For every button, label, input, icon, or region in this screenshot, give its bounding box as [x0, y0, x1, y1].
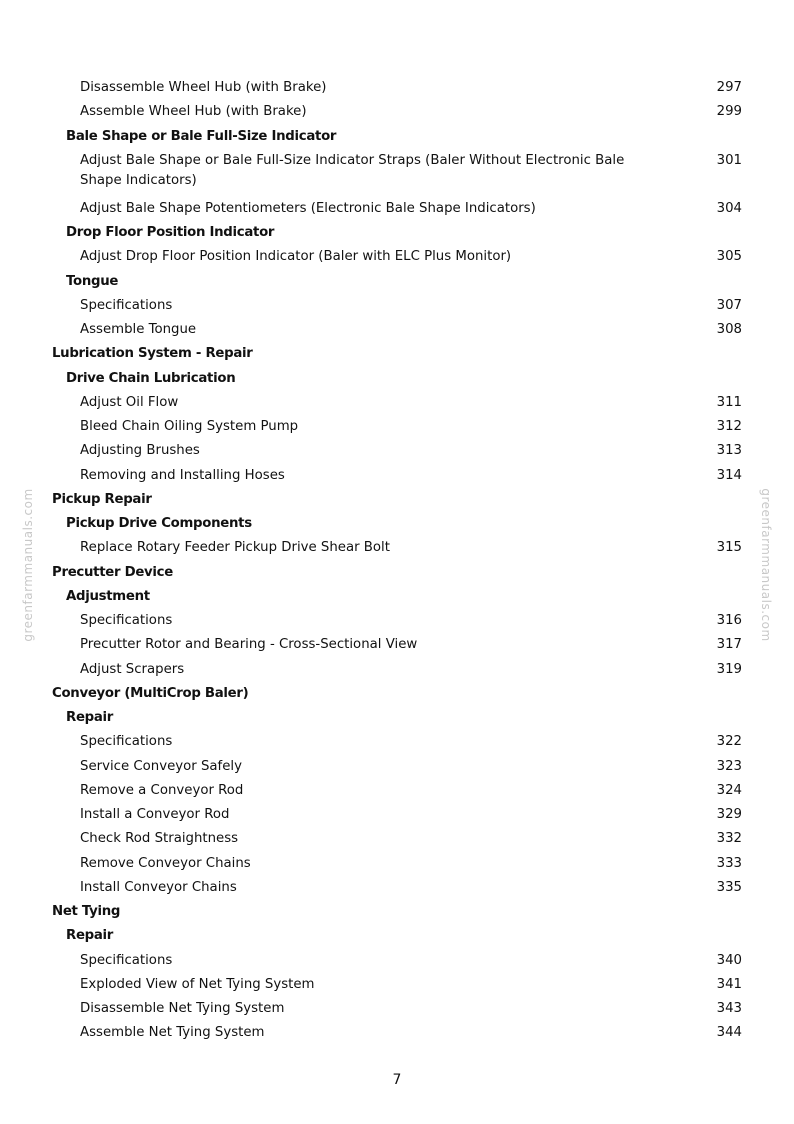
toc-entry-title: Disassemble Wheel Hub (with Brake)	[80, 80, 327, 95]
toc-entry-page: 299	[716, 104, 742, 120]
toc-entry[interactable]	[0, 803, 794, 827]
toc-entry[interactable]	[0, 245, 794, 269]
toc-entry[interactable]	[0, 76, 794, 100]
toc-entry[interactable]	[0, 536, 794, 560]
toc-entry-page: 340	[716, 952, 742, 968]
toc-entry-title: Disassemble Net Tying System	[80, 1001, 285, 1016]
toc-entry-page: 323	[716, 758, 742, 774]
toc-heading-title: Repair	[66, 928, 114, 944]
toc-entry[interactable]	[0, 294, 794, 318]
toc-section-heading[interactable]	[0, 682, 794, 706]
watermark-left: greenfarmmanuals.com	[21, 488, 35, 642]
toc-entry-page: 332	[716, 831, 742, 847]
toc-heading-title: Precutter Device	[52, 564, 173, 580]
toc-heading-title: Bale Shape or Bale Full-Size Indicator	[66, 128, 337, 144]
toc-entry-page: 304	[716, 200, 742, 216]
toc-subsection-heading[interactable]	[0, 924, 794, 948]
toc-entry-title: Specifications	[80, 613, 173, 628]
toc-entry[interactable]	[0, 779, 794, 803]
toc-entry[interactable]	[0, 415, 794, 439]
toc-entry[interactable]	[0, 973, 794, 997]
toc-entry-page: 314	[716, 467, 742, 483]
toc-entry-page: 317	[716, 637, 742, 653]
toc-heading-title: Repair	[66, 710, 114, 725]
toc-entry[interactable]	[0, 852, 794, 876]
toc-entry-page: 341	[716, 976, 742, 992]
toc-entry[interactable]	[0, 464, 794, 488]
toc-entry-title: Adjust Bale Shape Potentiometers (Electronic Bale Shape Indicators)	[80, 200, 536, 216]
toc-entry-title: Install Conveyor Chains	[80, 879, 237, 895]
toc-entry-title: Remove Conveyor Chains	[80, 855, 251, 871]
toc-entry-title: Specifications	[80, 952, 173, 968]
toc-entry-title: Precutter Rotor and Bearing - Cross-Sectional View	[80, 637, 418, 653]
toc-entry-title: Install a Conveyor Rod	[80, 807, 230, 822]
toc-entry-title: Assemble Net Tying System	[80, 1025, 265, 1041]
toc-entry-title: Adjust Oil Flow	[80, 394, 179, 410]
toc-entry-title: Adjust Bale Shape or Bale Full-Size Indicator Straps (Baler Without Electronic Bale Shape Indicators)	[80, 152, 625, 188]
toc-entry-page: 343	[716, 1001, 742, 1016]
toc-entry-page: 316	[716, 613, 742, 628]
toc-entry-title: Replace Rotary Feeder Pickup Drive Shear Bolt	[80, 540, 390, 556]
toc-subsection-heading[interactable]	[0, 270, 794, 294]
toc-entry[interactable]	[0, 827, 794, 851]
toc-entry-page: 319	[716, 661, 742, 677]
toc-entry-page: 322	[716, 734, 742, 750]
toc-entry[interactable]	[0, 318, 794, 342]
toc-subsection-heading[interactable]	[0, 367, 794, 391]
toc-entry-page: 329	[716, 807, 742, 822]
toc-entry-page: 311	[716, 394, 742, 410]
toc-subsection-heading[interactable]	[0, 512, 794, 536]
toc-entry[interactable]	[0, 197, 794, 221]
table-of-contents	[0, 76, 794, 1046]
toc-subsection-heading[interactable]	[0, 221, 794, 245]
toc-entry-page: 312	[716, 419, 742, 434]
toc-entry-page: 315	[716, 540, 742, 556]
toc-entry-title: Service Conveyor Safely	[80, 758, 242, 774]
toc-entry-title: Remove a Conveyor Rod	[80, 782, 244, 798]
toc-entry[interactable]	[0, 997, 794, 1021]
toc-entry-title: Adjust Drop Floor Position Indicator (Baler with ELC Plus Monitor)	[80, 249, 512, 265]
toc-entry-page: 344	[716, 1025, 742, 1041]
toc-entry-page: 305	[716, 249, 742, 265]
toc-entry[interactable]	[0, 658, 794, 682]
toc-entry-page: 335	[716, 879, 742, 895]
toc-subsection-heading[interactable]	[0, 585, 794, 609]
toc-entry-page: 301	[716, 152, 742, 168]
toc-entry-title: Adjust Scrapers	[80, 661, 185, 677]
toc-entry-title: Specifications	[80, 297, 173, 313]
toc-entry-title: Adjusting Brushes	[80, 443, 200, 459]
toc-heading-title: Pickup Drive Components	[66, 516, 252, 531]
toc-entry-page: 308	[716, 322, 742, 337]
toc-heading-title: Adjustment	[66, 588, 150, 604]
toc-heading-title: Lubrication System - Repair	[52, 346, 253, 362]
toc-entry-title: Removing and Installing Hoses	[80, 467, 285, 483]
toc-entry[interactable]	[0, 609, 794, 633]
toc-section-heading[interactable]	[0, 488, 794, 512]
toc-entry[interactable]	[0, 633, 794, 657]
toc-entry[interactable]	[0, 876, 794, 900]
toc-heading-title: Conveyor (MultiCrop Baler)	[52, 685, 249, 701]
watermark-right: greenfarmmanuals.com	[759, 488, 773, 642]
toc-entry[interactable]	[0, 100, 794, 124]
toc-entry-page: 313	[716, 443, 742, 459]
toc-entry[interactable]	[0, 391, 794, 415]
toc-entry[interactable]	[0, 149, 794, 197]
toc-entry[interactable]	[0, 730, 794, 754]
toc-heading-title: Tongue	[66, 273, 119, 289]
toc-entry-title: Bleed Chain Oiling System Pump	[80, 419, 299, 434]
toc-heading-title: Drive Chain Lubrication	[66, 370, 236, 386]
toc-section-heading[interactable]	[0, 561, 794, 585]
toc-section-heading[interactable]	[0, 900, 794, 924]
toc-entry-page: 307	[716, 297, 742, 313]
toc-heading-title: Drop Floor Position Indicator	[66, 225, 275, 240]
toc-entry-title: Exploded View of Net Tying System	[80, 976, 315, 992]
toc-subsection-heading[interactable]	[0, 125, 794, 149]
toc-entry-title: Specifications	[80, 734, 173, 750]
toc-heading-title: Net Tying	[52, 904, 121, 919]
toc-section-heading[interactable]	[0, 342, 794, 366]
toc-entry[interactable]	[0, 439, 794, 463]
toc-entry-page: 333	[716, 855, 742, 871]
toc-heading-title: Pickup Repair	[52, 491, 152, 507]
toc-entry-page: 324	[716, 782, 742, 798]
toc-entry[interactable]	[0, 949, 794, 973]
toc-subsection-heading[interactable]	[0, 706, 794, 730]
toc-entry[interactable]	[0, 1021, 794, 1045]
toc-entry[interactable]	[0, 755, 794, 779]
toc-entry-title: Check Rod Straightness	[80, 831, 239, 847]
page-number: 7	[392, 1072, 402, 1088]
toc-entry-title: Assemble Tongue	[80, 322, 197, 337]
toc-entry-title: Assemble Wheel Hub (with Brake)	[80, 104, 307, 120]
toc-entry-page: 297	[716, 80, 742, 95]
